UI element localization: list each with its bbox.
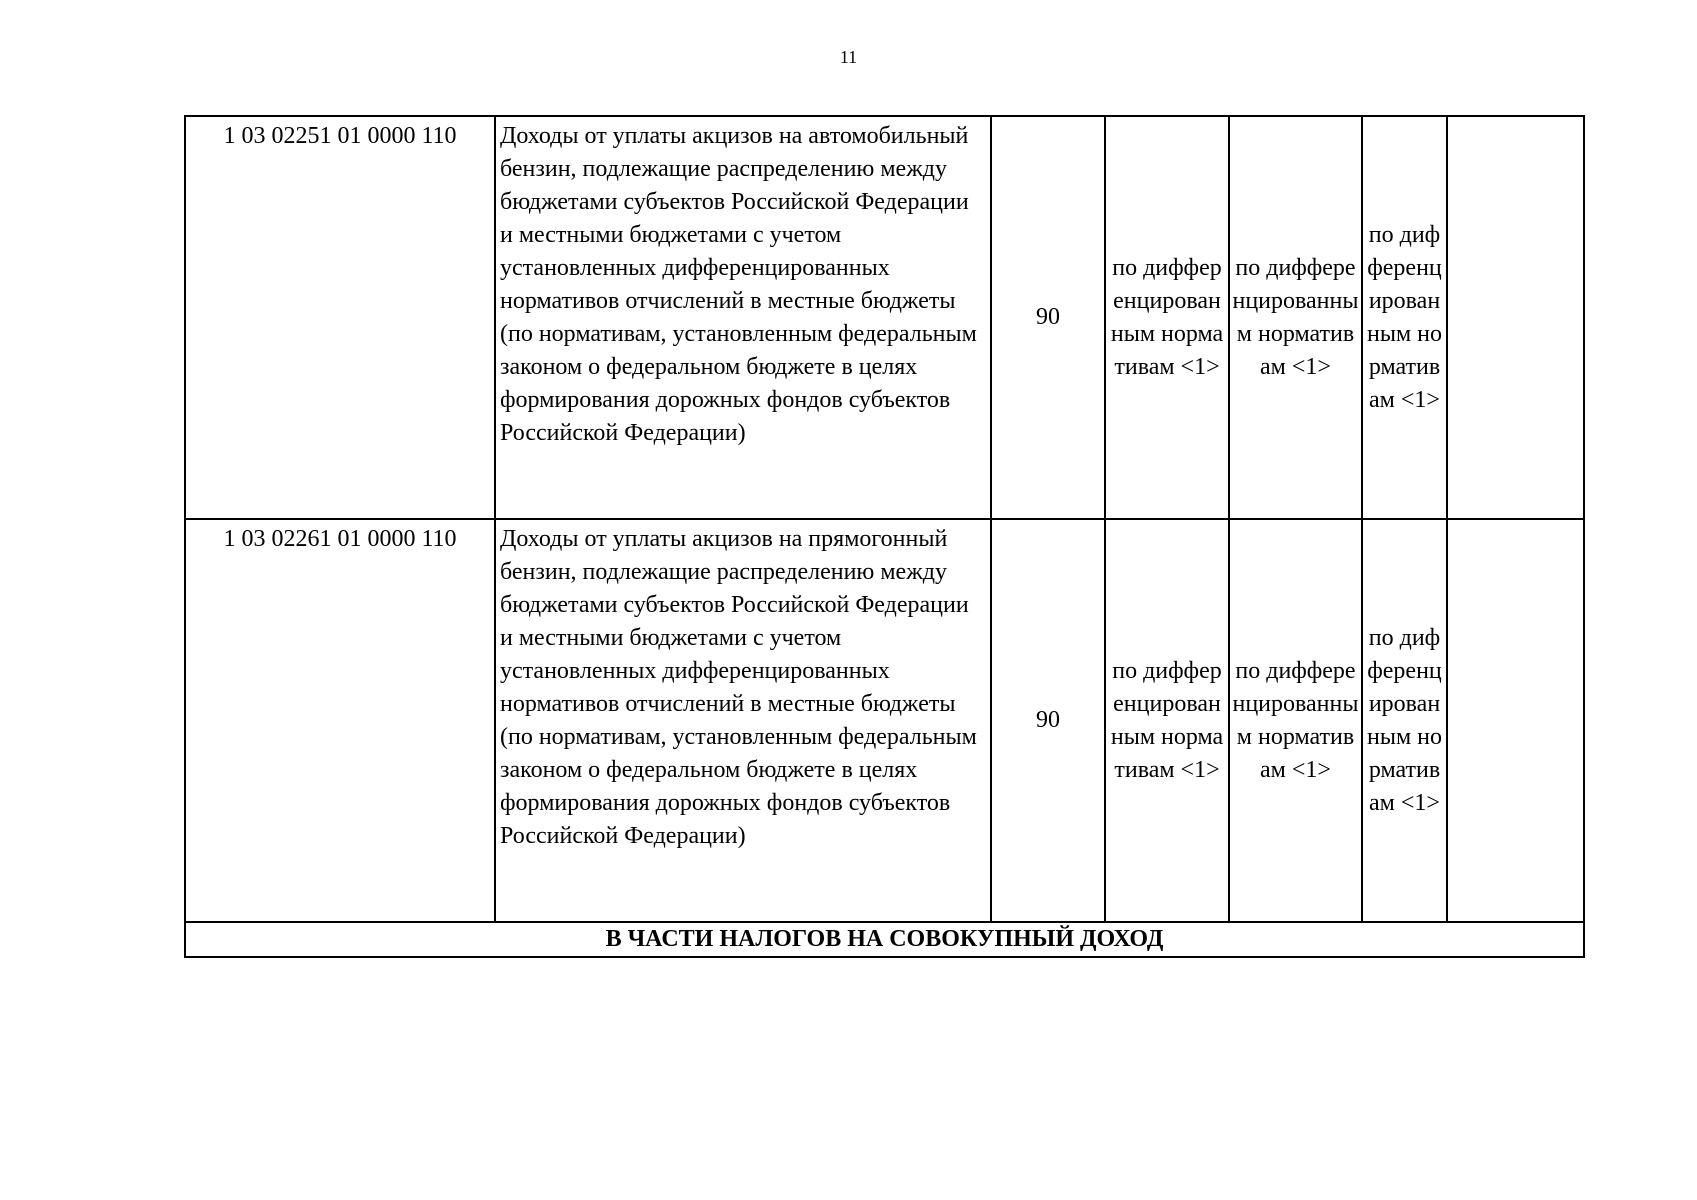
empty-cell [1447, 116, 1584, 519]
revenue-distribution-table [184, 115, 1585, 958]
federal-budget-percent: 90 [991, 519, 1105, 922]
federal-budget-percent: 90 [991, 116, 1105, 519]
budget-classification-code: 1 03 02251 01 0000 110 [185, 116, 495, 519]
normative-cell: по дифференцированным нормативам <1> [1105, 519, 1229, 922]
table-row [185, 519, 1584, 922]
section-heading: В ЧАСТИ НАЛОГОВ НА СОВОКУПНЫЙ ДОХОД [185, 922, 1584, 957]
normative-cell: по дифференцированным нормативам <1> [1362, 116, 1447, 519]
normative-cell: по дифференцированным нормативам <1> [1105, 116, 1229, 519]
empty-cell [1447, 519, 1584, 922]
revenue-description: Доходы от уплаты акцизов на автомобильный бензин, подлежащие распределению между бюджетами субъектов Российской Федерации и местными бюджетами с учетом установленных дифференцированных нормативов отчислений в местные бюджеты (по нормативам, установленным федеральным законом о федеральном бюджете в целях формирования дорожных фондов субъектов Российской Федерации) [495, 116, 991, 519]
table-row [185, 116, 1584, 519]
section-heading-row [185, 922, 1584, 957]
normative-cell: по дифференцированным нормативам <1> [1229, 519, 1362, 922]
page-number: 11 [839, 47, 858, 67]
budget-classification-code: 1 03 02261 01 0000 110 [185, 519, 495, 922]
normative-cell: по дифференцированным нормативам <1> [1229, 116, 1362, 519]
normative-cell: по дифференцированным нормативам <1> [1362, 519, 1447, 922]
revenue-description: Доходы от уплаты акцизов на прямогонный бензин, подлежащие распределению между бюджетами субъектов Российской Федерации и местными бюджетами с учетом установленных дифференцированных нормативов отчислений в местные бюджеты (по нормативам, установленным федеральным законом о федеральном бюджете в целях формирования дорожных фондов субъектов Российской Федерации) [495, 519, 991, 922]
